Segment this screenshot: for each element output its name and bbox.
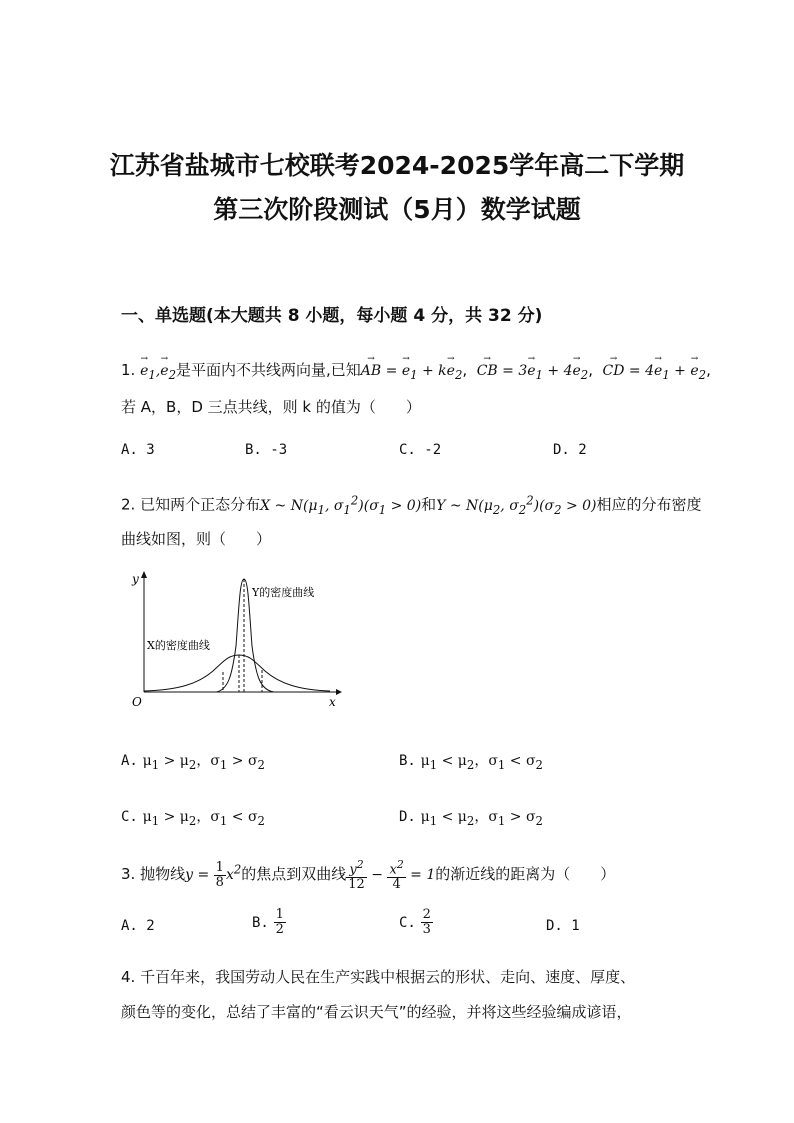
q3-line-1 <box>121 858 615 892</box>
q2-option-a-letter: A. <box>121 753 138 769</box>
q2-line-1 <box>121 493 702 516</box>
q3-text-a: 抛物线 <box>140 865 186 884</box>
q2-option-b[interactable] <box>399 750 543 772</box>
q3-text-b: 的焦点到双曲线 <box>241 865 347 884</box>
q3-option-b-fraction: $\frac{1}{2}$ <box>275 907 284 937</box>
q3-text-c: 的渐近线的距离为（ ） <box>435 865 616 884</box>
x-axis-arrow <box>336 689 342 695</box>
q3-option-b-letter: B. <box>252 915 269 931</box>
y-curve-label: Y的密度曲线 <box>252 586 315 599</box>
q2-density-figure <box>118 566 348 714</box>
q2-option-b-letter: B. <box>399 753 416 769</box>
x-curve-label: X的密度曲线 <box>147 639 210 652</box>
origin-label: O <box>132 695 142 709</box>
q3-option-c-fraction: $\frac{2}{3}$ <box>422 907 431 937</box>
q3-number: 3. <box>121 865 136 884</box>
q2-formula-y: Y ~ $N(\mu_2$, $\sigma_2^2)(\sigma_2 > 0)$ <box>436 493 597 517</box>
title-line-2: 第三次阶段测试（5月）数学试题 <box>213 195 581 224</box>
q1-vector-cb: → CB = $3\to e_1 + 4\to e_2$ <box>477 363 589 379</box>
q3-option-a[interactable]: A. 2 <box>121 918 155 934</box>
q3-option-b[interactable] <box>252 908 286 937</box>
q2-number: 2. <box>121 495 136 514</box>
title-line-1: 江苏省盐城市七校联考2024-2025学年高二下学期 <box>109 151 685 180</box>
q2-text-a: 已知两个正态分布 <box>140 495 261 514</box>
q3-parabola: y = $\frac{1}{8}$ $x^2$ <box>185 859 242 890</box>
q1-option-a[interactable]: A. 3 <box>121 442 155 458</box>
y-axis-arrow <box>141 571 147 578</box>
q1-option-c[interactable]: C. -2 <box>399 442 442 458</box>
q2-option-c[interactable] <box>121 806 265 828</box>
q2-option-d-formula: $\mu_1 < \mu_2$，$\sigma_1 > \sigma_2$ <box>420 809 543 828</box>
q2-option-a[interactable] <box>121 750 265 772</box>
q1-text-a: 是平面内不共线两向量,已知 <box>175 361 361 379</box>
q1-line-1: 1. → $e_1,\to e_2$是平面内不共线两向量,已知→ AB = → $e_1 + k\to e_2$, → CB = $3\to e_1 + 4\to e_2$, → CD = $4\to e_1$ + → $e_2$, <box>121 359 711 382</box>
q3-option-d[interactable]: D. 1 <box>546 918 580 934</box>
q2-option-d-letter: D. <box>399 809 416 825</box>
q2-text-and: 和 <box>421 495 437 514</box>
q1-vectors-e: → $e_1,\to e_2$ <box>140 363 176 379</box>
q4-line-2: 颜色等的变化，总结了丰富的“看云识天气”的经验，并将这些经验编成谚语， <box>121 1003 632 1021</box>
q1-line-2: 若 A，B，D 三点共线，则 k 的值为（ ） <box>121 398 421 416</box>
q3-option-c-letter: C. <box>399 915 416 931</box>
q3-hyperbola: $\frac{y^2}{12}$ − $\frac{x^2}{4}$ = 1 <box>348 858 436 893</box>
x-density-curve <box>144 655 330 691</box>
q2-option-d[interactable] <box>399 806 543 828</box>
q2-formula-x: X ~ $N(\mu_1$, $\sigma_1^2)(\sigma_1 > 0)$ <box>260 493 422 517</box>
q2-line-2: 曲线如图，则（ ） <box>121 530 272 548</box>
q1-vector-cd: → CD = $4\to e_1$ + → $e_2$ <box>603 363 707 379</box>
q2-option-a-formula: $\mu_1 > \mu_2$，$\sigma_1 > \sigma_2$ <box>142 753 265 772</box>
section-heading: 一、单选题(本大题共 8 小题，每小题 4 分，共 32 分) <box>121 306 543 326</box>
q2-option-b-formula: $\mu_1 < \mu_2$，$\sigma_1 < \sigma_2$ <box>420 753 543 772</box>
q1-vector-ab: → AB = → $e_1 + k\to e_2$ <box>361 363 463 379</box>
q2-text-b: 相应的分布密度 <box>596 495 702 514</box>
q3-option-c[interactable] <box>399 908 433 937</box>
x-axis-label: x <box>329 695 336 709</box>
q1-number: 1. <box>121 361 136 379</box>
q2-option-c-formula: $\mu_1 > \mu_2$，$\sigma_1 < \sigma_2$ <box>142 809 265 828</box>
q2-option-c-letter: C. <box>121 809 138 825</box>
q4-line-1: 4. 千百年来，我国劳动人民在生产实践中根据云的形状、走向、速度、厚度、 <box>121 968 636 986</box>
q1-option-b[interactable]: B. -3 <box>245 442 288 458</box>
y-axis-label: y <box>132 572 139 586</box>
q1-option-d[interactable]: D. 2 <box>553 442 587 458</box>
